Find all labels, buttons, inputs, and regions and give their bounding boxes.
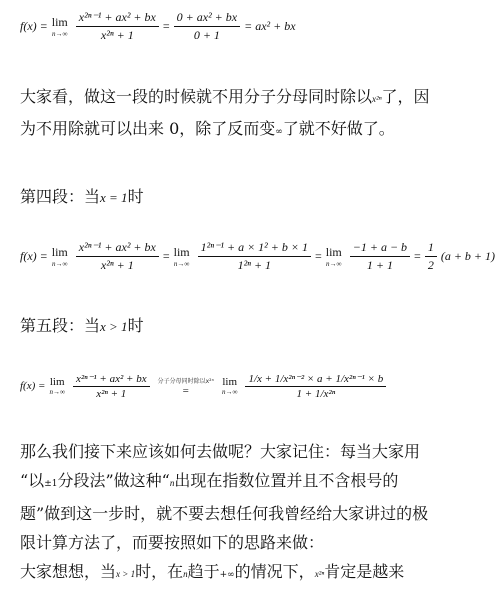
eq3-lim-sub: n→∞ [49,388,65,396]
equation-3 [20,372,390,400]
para2-line5-a: 大家想想，当 [20,562,117,581]
eq2-half-num: 1 [425,240,437,257]
eq1-lhs: f(x) = [20,19,48,33]
paragraph-1 [20,82,440,147]
para2-line2-a: “以 [20,471,45,490]
eq3-limit [49,376,65,396]
para2-line5-sym-inf: +∞ [219,570,235,580]
para1-text-b: 了，因为不用除就可以出来 0，除了反而变 [20,87,430,138]
para1-text-c: 了就不好做了。 [282,119,395,138]
eq1-frac2-den: 0 + 1 [193,28,220,42]
eq1-rhs: = ax² + bx [244,19,296,33]
eq1-frac1-num: x²ⁿ⁻¹ + ax² + bx [76,10,159,27]
eq2-frac3-num: −1 + a − b [350,240,410,257]
eq3-annotated-equals [158,376,214,397]
eq1-frac2-num: 0 + ax² + bx [174,10,240,27]
para2-line-1: 那么我们接下来应该如何去做呢？大家记住：每当大家用 [20,442,421,461]
para2-line5-sym-x2n: x²ⁿ [314,569,325,579]
eq2-frac2-num: 1²ⁿ⁻¹ + a × 1² + b × 1 [198,240,311,257]
eq3-fraction-1 [73,372,150,400]
eq1-equals: = [162,19,170,33]
eq3-frac1-den: x²ⁿ + 1 [96,388,127,400]
para1-sym-infinity: ∞ [275,127,283,137]
para2-line-3: 题”做到这一步时，就不要去想任何我曾经给大家讲过的极 [20,504,429,523]
equation-2 [20,240,495,273]
eq3-fraction-2 [245,372,386,400]
para1-text-a: 大家看，做这一段的时候就不用分子分母同时除以 [20,87,373,106]
eq2-equals-3: = [414,249,421,263]
eq2-fraction-1 [76,240,159,273]
eq1-lim-sub: n→∞ [52,30,68,38]
heading4-prefix: 第四段：当 [20,187,101,206]
para2-line5-c: 趋于 [187,562,220,581]
heading5-suffix: 时 [127,316,144,335]
eq2-limit [52,245,68,268]
eq3-frac2-den: 1 + 1/x²ⁿ [296,388,336,400]
eq1-limit [52,15,68,38]
heading5-condition: x > 1 [100,319,128,334]
eq1-lim-label: lim [51,15,68,29]
eq2-limit-2 [174,245,190,268]
eq2-frac2-den: 1²ⁿ + 1 [237,258,272,272]
para2-line5-sym-n: n [183,569,188,579]
eq2-half-fraction [425,240,437,273]
para2-line2-b: 分段法”做这种“ [57,471,170,490]
para2-line2-c: 出现在指数位置并且不含根号的 [174,471,399,490]
eq1-fraction-2 [174,10,240,43]
para2-line2-sym-n: n [169,478,175,488]
eq2-frac1-den: x²ⁿ + 1 [100,258,134,272]
eq2-equals-2: = [314,249,322,263]
para2-line-5 [20,557,440,590]
section-heading-4 [20,184,144,207]
eq2-fraction-2 [198,240,311,273]
para2-line-2 [20,466,440,499]
eq2-lim3-sub: n→∞ [325,260,342,268]
eq3-lim2-sub: n→∞ [221,388,238,396]
eq3-note: 分子分母同时除以x²ⁿ [157,377,214,385]
eq2-rhs-tail: (a + b + 1) [440,249,495,263]
eq3-lim2-label: lim [222,376,238,388]
eq2-lhs: f(x) = [20,249,48,263]
eq3-frac2-num: 1/x + 1/x²ⁿ⁻² × a + 1/x²ⁿ⁻¹ × b [245,372,386,387]
eq2-frac1-num: x²ⁿ⁻¹ + ax² + bx [76,240,159,257]
equation-1 [20,10,296,43]
eq3-frac1-num: x²ⁿ⁻¹ + ax² + bx [73,372,150,387]
eq2-limit-3 [326,245,342,268]
eq1-frac1-den: x²ⁿ + 1 [100,28,134,42]
eq2-half-den: 2 [427,258,434,272]
eq2-frac3-den: 1 + 1 [366,258,393,272]
heading4-suffix: 时 [127,187,144,206]
eq3-lim-label: lim [49,376,65,388]
eq3-lhs: f(x) = [20,380,46,392]
para2-line5-d: 的情况下， [234,562,315,581]
eq2-lim3-label: lim [325,245,342,259]
heading4-condition: x = 1 [100,190,128,205]
eq2-lim-sub: n→∞ [52,260,68,268]
eq2-lim-label: lim [51,245,68,259]
heading5-prefix: 第五段：当 [20,316,101,335]
para2-line2-sym: ±1 [44,479,58,489]
eq1-fraction-1 [76,10,159,43]
para2-line5-sym-x: x > 1 [116,569,136,579]
eq2-lim2-sub: n→∞ [173,260,190,268]
eq3-limit-2 [222,376,238,396]
para2-line5-b: 时，在 [135,562,184,581]
eq2-fraction-3 [350,240,410,273]
para2-line5-e: 肯定是越来 [324,562,405,581]
eq3-equals: = [182,384,189,397]
para1-sym-x2n: x²ⁿ [372,94,382,104]
paragraph-2 [20,437,440,590]
para2-line-4: 限计算方法了，而要按照如下的思路来做： [20,533,325,552]
eq2-lim2-label: lim [173,245,190,259]
eq2-equals-1: = [162,249,170,263]
section-heading-5 [20,313,144,336]
